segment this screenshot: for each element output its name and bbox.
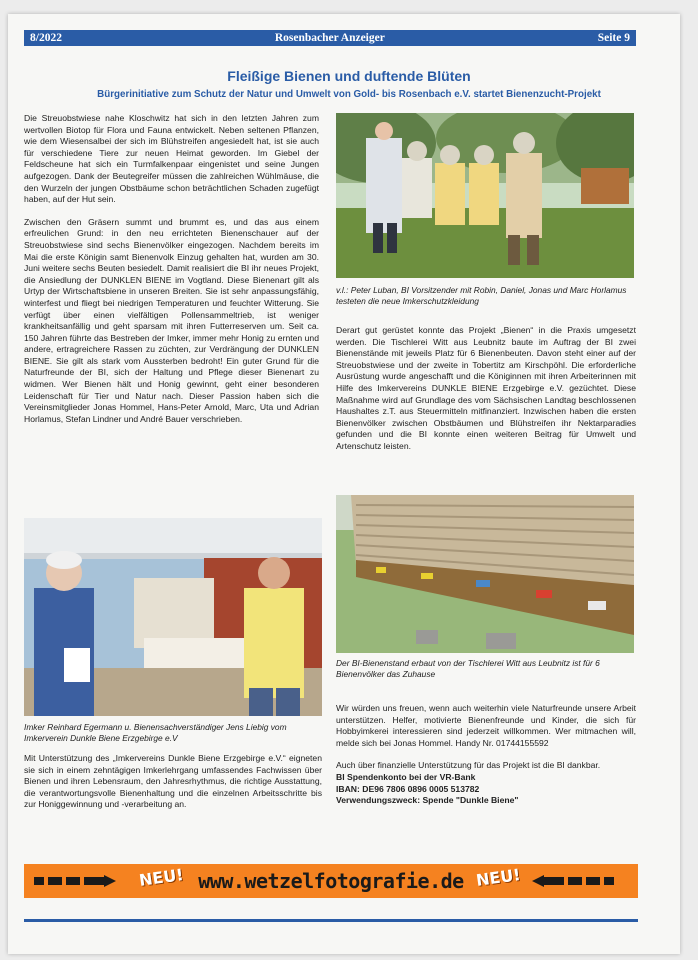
page-header [24, 30, 636, 46]
issue-number: 8/2022 [30, 32, 62, 44]
photo-beekeeper-booth [24, 518, 322, 716]
caption-booth: Imker Reinhard Egermann u. Bienensachverständiger Jens Liebig vom Imkerverein Dunkle Biene Erzgebirge e.V [24, 722, 287, 743]
page-number: Seite 9 [597, 32, 630, 44]
paragraph-lehrgang: Mit Unterstützung des „Imkervereins Dunkle Biene Erzgebirge e.V.“ eigneten sie sich in einem zehntägigen Imkerlehrgang umfassendes Fachwissen über Bienen und ihren Lebensraum, den Jahresrhythmus, die richtige Ausstattung, die verantwortungsvolle Bienenhaltung und die einzelnen Arbeitsschritte bis zur Honiggewinnung und -verarbeitung an. [24, 753, 322, 810]
right-arrow-icon [532, 875, 628, 887]
paragraph-unterstuetzung: Wir würden uns freuen, wenn auch weiterhin viele Naturfreunde unsere Arbeit unterstützen. Helfer, motivierte Bienenfreunde und Kinder, die sich für Hobbyimkerei interessieren sind jederzeit willkommen. Wer mitmachen will, melde sich bei Jonas Hommel. Handy Nr. 01744155592 [336, 703, 636, 748]
photo-beekeepers-group [336, 113, 634, 278]
newspaper-name: Rosenbacher Anzeiger [274, 32, 385, 44]
caption-bee-stand: Der BI-Bienenstand erbaut von der Tischlerei Witt aus Leubnitz ist für 6 Bienenvölker das Zuhause [336, 658, 600, 679]
article-subtitle: Bürgerinitiative zum Schutz der Natur und Umwelt von Gold- bis Rosenbach e.V. startet Bienenzucht-Projekt [97, 89, 601, 100]
bank-iban: IBAN: DE96 7806 0896 0005 513782 [336, 783, 480, 794]
caption-beekeepers: v.l.: Peter Luban, BI Vorsitzender mit Robin, Daniel, Jonas und Marc Horlamus testeten die neue Imkerschutzkleidung [336, 285, 627, 306]
ad-banner[interactable] [24, 864, 638, 898]
paragraph-projekt: Derart gut gerüstet konnte das Projekt „Bienen“ in die Praxis umgesetzt werden. Die Tischlerei Witt aus Leubnitz baute im Auftrag der BI zwei Bienenstände mit jeweils Platz für 6 Bienenbeuten. Davon steht einer auf der Streuobstwiese und der zweite in Tobertitz am Kirschpöhl. Die erforderliche Ausrüstung wurde angeschafft und die Königinnen mit ihren Arbeiterinnen mit Hilfe des Imkervereins DUNKLE BIENE Erzgebirge e.V. gezüchtet. Diese Maßnahme wird auf Grundlage des vom Sächsischen Landtag beschlossenen Haushaltes z.T. aus Steuermitteln mitfinanziert. Inzwischen haben die ersten Bienenvölker zwischen Obstbäumen und Blühstreifen ihr Nektarparadies gefunden und die BI konnte einen weiteren Beitrag für Umwelt und Artenschutz leisten. [336, 325, 636, 451]
ad-url[interactable]: www.wetzelfotografie.de [198, 869, 464, 893]
article-title: Fleißige Bienen und duftende Blüten [227, 68, 471, 84]
neu-badge-left: NEU! [137, 864, 185, 891]
right-column-text-2 [336, 703, 636, 807]
paragraph-dunkle-biene: Zwischen den Gräsern summt und brummt es, und das aus einem erfreulichen Grund: in den neu errichteten Bienenschauer auf der Streuobstwiese sind sechs Bienenvölker eingezogen. Nachdem bereits im Mai die erste Königin samt Bienenvolk Einzug gehalten hat, wurden am 30. Juni weitere sechs Beuten besiedelt. Damit realisiert die BI ihr neues Projekt, die Ansiedlung der DUNKLEN BIENE im Vogtland. Diese Bienenart gilt als Urtyp der Wirtschaftsbiene in unseren Breiten. Sie ist sehr anpassungsfähig, winterfest und fliegt bei niedrigen Temperaturen und feuchter Witterung. Sie verfügt über einen vielfältigen Pollensammeltrieb, ist weniger krankheitsanfällig und geht sparsam mit ihren Futterreserven um. Seit ca. 150 Jahren führte das Bestreben der Imker, immer mehr Honig zu ernten und andere, ertragreichere Rassen zu züchten, zur Verdrängung der DUNKLEN BIENE. Sie gilt als stark vom Aussterben bedroht! Ein guter Grund für die Naturfreunde der BI, sich der Haltung und Pflege dieser Bienenart zu widmen. Wer Bienen hält und Honig gewinnt, geht einer besonderen Leidenschaft für Tier und Natur nach. Dieser Passion haben sich die Vereinsmitglieder Jonas Hommel, Hans-Peter Arnold, Marc, Uta und Adrian Horlamus, Stefan Lindner und André Bauer verschrieben. [24, 216, 319, 424]
paragraph-intro: Die Streuobstwiese nahe Kloschwitz hat sich in den letzten Jahren zum wertvollen Biotop für Flora und Fauna entwickelt. Neben seltenen Pflanzen, wie dem Wiesensalbei der sich im Blühstreifen angesiedelt hat, ist sie auch für verschiedene Tiere zur neuen Heimat geworden. Im Giebel der Feldscheune hat sich ein Turmfalkenpaar eingenistet und seine Jungen aufgezogen. Dank der Beutegreifer müssen die zahlreichen Wühlmäuse, die den Wurzeln der jungen Obstbäume schon beträchtlichen Schaden zugefügt haben, auf der Hut sein. [24, 113, 319, 205]
left-column-text [24, 113, 319, 436]
bank-account-title: BI Spendenkonto bei der VR-Bank [336, 771, 476, 782]
neu-badge-right: NEU! [474, 864, 522, 891]
paragraph-finanziell: Auch über finanzielle Unterstützung für das Projekt ist die BI dankbar. [336, 760, 601, 771]
photo-bee-stand [336, 495, 634, 653]
bank-purpose: Verwendungszweck: Spende "Dunkle Biene" [336, 795, 519, 806]
left-arrow-icon [34, 875, 144, 887]
footer-rule [24, 919, 638, 922]
right-column-text-1 [336, 325, 636, 464]
left-column-text-2 [24, 753, 322, 822]
